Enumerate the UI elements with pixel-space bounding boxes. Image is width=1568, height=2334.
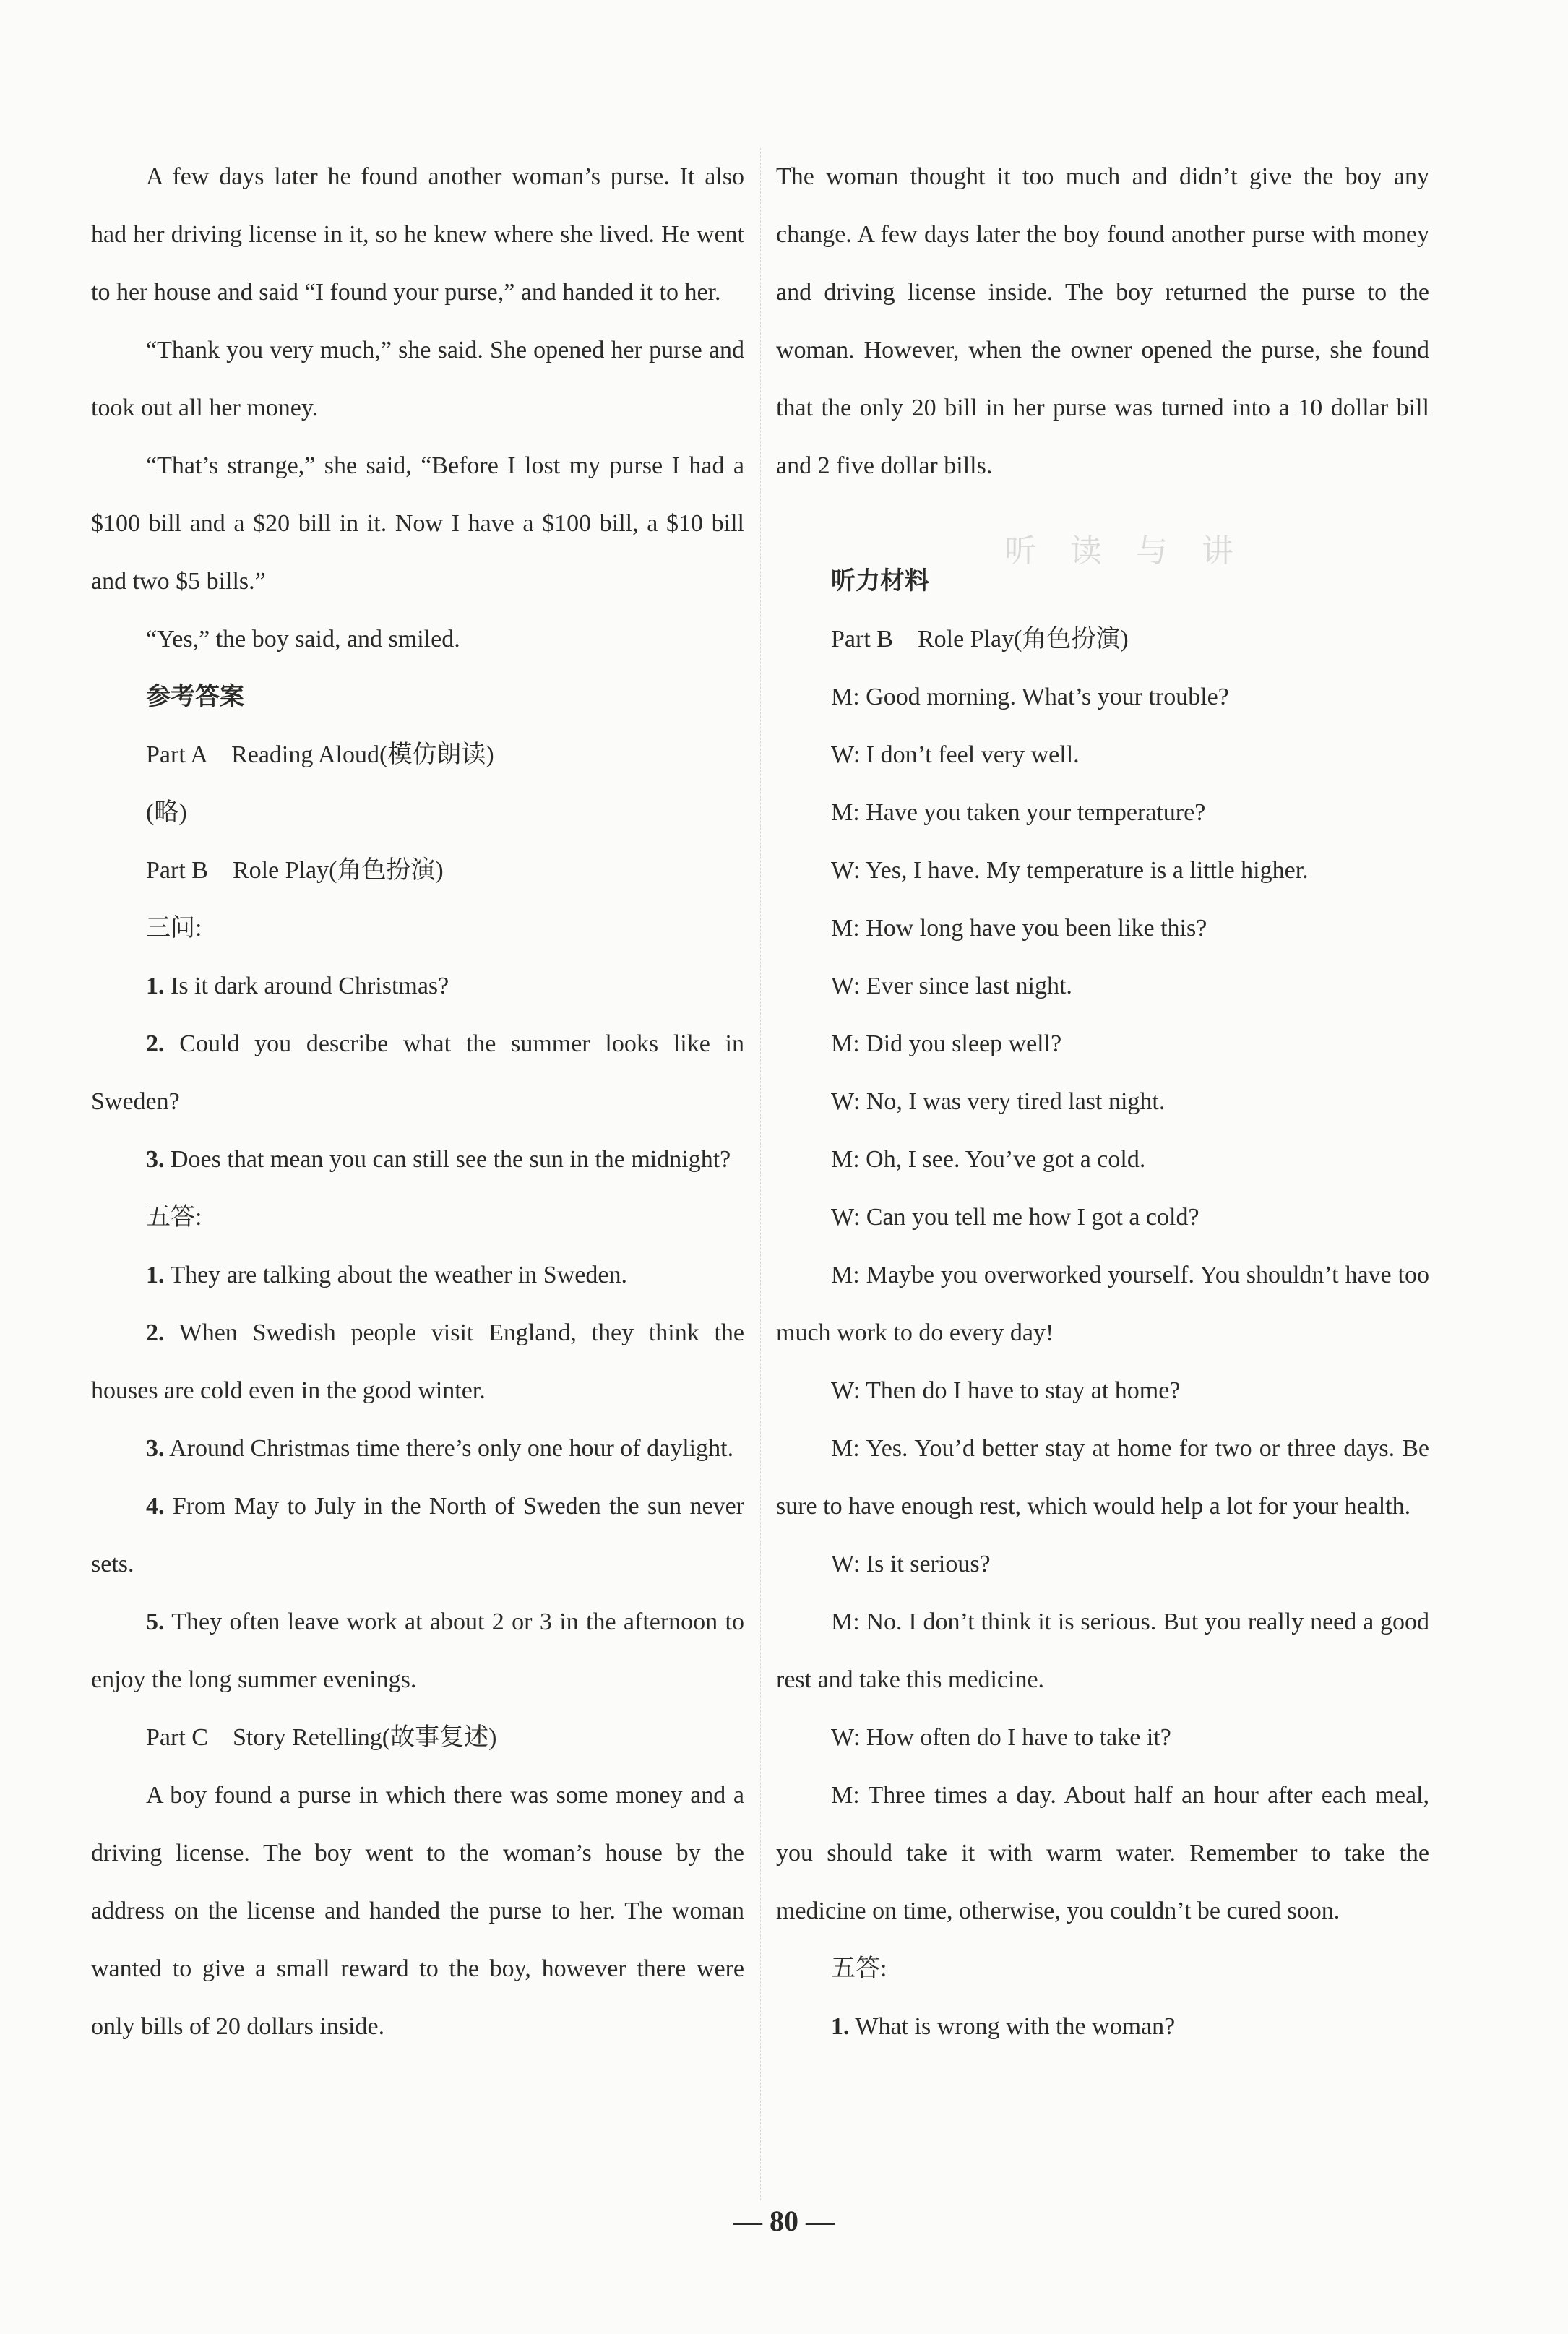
paragraph: “Thank you very much,” she said. She opened her purse and took out all her money. — [91, 337, 744, 421]
item-text: What is wrong with the woman? — [855, 2013, 1176, 2040]
label-line: Part A Reading Aloud(模仿朗读) — [146, 741, 494, 768]
paragraph: M: No. I don’t think it is serious. But you really need a good rest and take this medicine. — [776, 1609, 1429, 1693]
paragraph: The woman thought it too much and didn’t give the boy any change. A few days later the boy found another purse with money and driving license inside. The boy returned the purse to the woman. However, when the owner opened the purse, she found that the only 20 bill in her purse was turned into a 10 dollar bill and 2 five dollar bills. — [776, 163, 1429, 479]
paragraph: M: Maybe you overworked yourself. You shouldn’t have too much work to do every day! — [776, 1262, 1429, 1346]
label-line: Part C Story Retelling(故事复述) — [146, 1724, 497, 1751]
section-heading: 听力材料 — [831, 568, 929, 595]
paragraph: M: Three times a day. About half an hour after each meal, you should take it with warm water. Remember to take the medicine on time, otherwise, you couldn’t be cured soon. — [776, 1782, 1429, 1924]
paragraph: “Yes,” the boy said, and smiled. — [146, 626, 460, 653]
paragraph: “That’s strange,” she said, “Before I lost my purse I had a $100 bill and a $20 bill in it. Now I have a $100 bill, a $10 bill and two $5 bills.” — [91, 452, 744, 595]
paragraph: M: Yes. You’d better stay at home for two or three days. Be sure to have enough rest, which would help a lot for your health. — [776, 1435, 1429, 1520]
paragraph: W: How often do I have to take it? — [831, 1724, 1171, 1751]
paragraph: W: I don’t feel very well. — [831, 741, 1080, 768]
label-line: 三问: — [146, 915, 202, 942]
label-line: (略) — [146, 799, 187, 826]
paragraph: M: Good morning. What’s your trouble? — [831, 684, 1229, 710]
paragraph: A boy found a purse in which there was some money and a driving license. The boy went to the woman’s house by the address on the license and handed the purse to her. The woman wanted to give a small reward to the boy, however there were only bills of 20 dollars inside. — [91, 1782, 744, 2040]
numbered-item — [91, 1304, 744, 1420]
page-number: — 80 — — [733, 2205, 835, 2237]
numbered-item — [91, 1246, 744, 1304]
paragraph: M: Have you taken your temperature? — [831, 799, 1206, 826]
item-number: 2. — [146, 1030, 165, 1057]
item-number: 1. — [146, 1262, 165, 1288]
paragraph: W: Ever since last night. — [831, 973, 1072, 999]
numbered-item — [91, 1593, 744, 1709]
item-text: When Swedish people visit England, they think the houses are cold even in the good winter. — [91, 1319, 744, 1404]
item-text: Is it dark around Christmas? — [171, 973, 449, 999]
item-text: Does that mean you can still see the sun in the midnight? — [171, 1146, 731, 1173]
item-text: They often leave work at about 2 or 3 in the afternoon to enjoy the long summer evenings. — [91, 1609, 744, 1693]
item-number: 5. — [146, 1609, 165, 1635]
paragraph: M: How long have you been like this? — [831, 915, 1207, 942]
item-number: 3. — [146, 1435, 165, 1462]
numbered-item — [776, 1998, 1429, 2056]
numbered-item — [91, 957, 744, 1015]
numbered-item — [91, 1420, 744, 1478]
item-number: 4. — [146, 1493, 165, 1520]
label-line: Part B Role Play(角色扮演) — [831, 626, 1129, 653]
paragraph: W: Yes, I have. My temperature is a little higher. — [831, 857, 1309, 884]
numbered-item — [91, 1131, 744, 1189]
numbered-item — [91, 1478, 744, 1593]
item-number: 2. — [146, 1319, 165, 1346]
right-column — [776, 148, 1429, 2056]
item-number: 1. — [146, 973, 165, 999]
section-heading: 参考答案 — [146, 684, 244, 710]
item-text: They are talking about the weather in Sweden. — [170, 1262, 627, 1288]
label-line: Part B Role Play(角色扮演) — [146, 857, 444, 884]
paragraph: W: No, I was very tired last night. — [831, 1088, 1166, 1115]
paragraph: M: Did you sleep well? — [831, 1030, 1062, 1057]
paragraph: W: Can you tell me how I got a cold? — [831, 1204, 1199, 1231]
column-divider — [760, 148, 761, 2200]
paragraph: W: Is it serious? — [831, 1551, 991, 1577]
item-text: From May to July in the North of Sweden the sun never sets. — [91, 1493, 745, 1577]
paragraph: W: Then do I have to stay at home? — [831, 1377, 1181, 1404]
paragraph: A few days later he found another woman’s purse. It also had her driving license in it, so he knew where she lived. He went to her house and said “I found your purse,” and handed it to her. — [91, 163, 744, 306]
label-line: 五答: — [146, 1204, 202, 1231]
paragraph: M: Oh, I see. You’ve got a cold. — [831, 1146, 1146, 1173]
item-text: Around Christmas time there’s only one hour of daylight. — [169, 1435, 734, 1462]
label-line: 五答: — [831, 1955, 887, 1982]
left-column — [91, 148, 744, 2056]
watermark: 听 读 与 讲 — [1004, 533, 1246, 569]
numbered-item — [91, 1015, 744, 1131]
item-number: 1. — [831, 2013, 850, 2040]
item-text: Could you describe what the summer looks like in Sweden? — [91, 1030, 745, 1115]
item-number: 3. — [146, 1146, 165, 1173]
